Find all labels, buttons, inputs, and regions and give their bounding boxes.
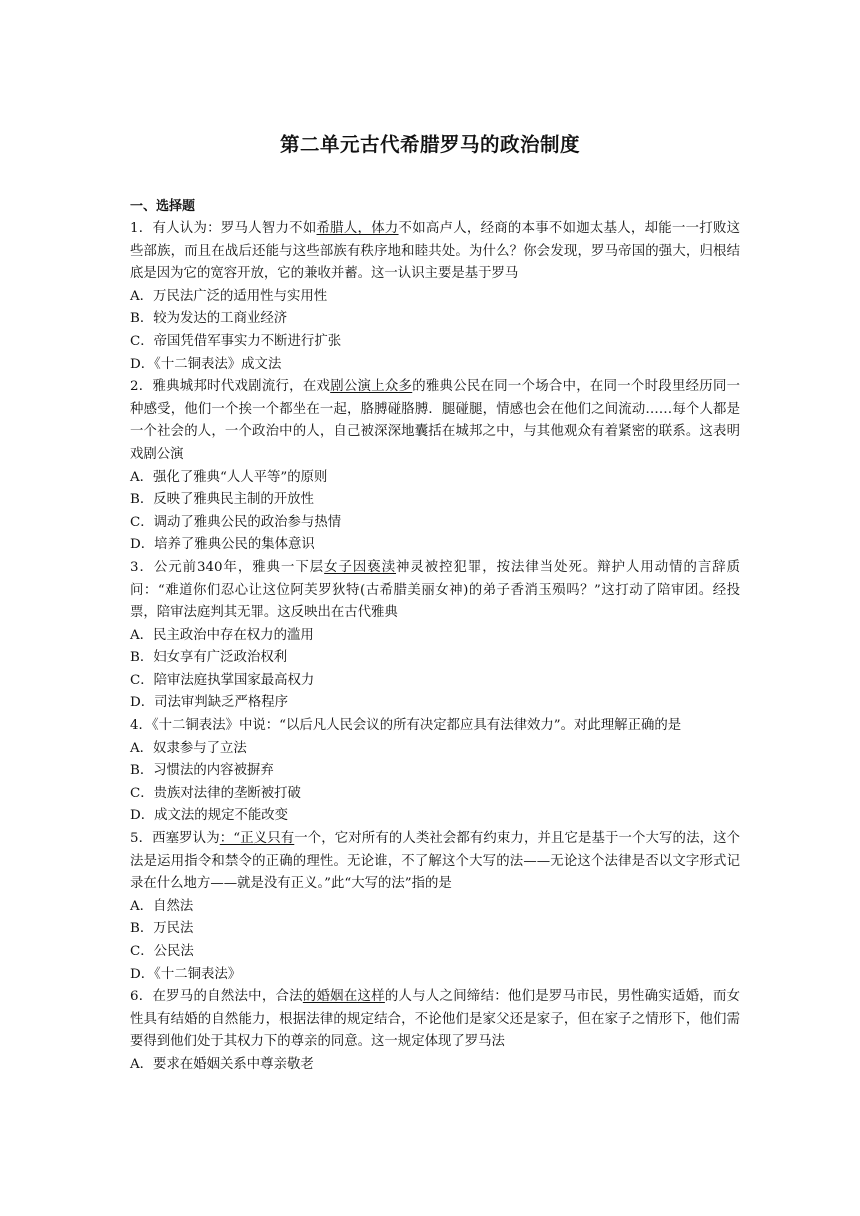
answer-option: B．万民法 [130,921,194,937]
stem-text: 神灵被控犯罪，按法律当处死。辩护人用动情的言辞质问：“难道你们忍心让这位阿芙罗狄特(古希腊美丽女神)的弟子香消玉殒吗？”这打动了陪审团。经投票，陪审法庭判其无罪。这反映出在古代雅典 [130,559,741,621]
answer-option: B．习惯法的内容被摒弃 [130,763,274,779]
question-stem [130,828,740,896]
document-title: 第二单元古代希腊罗马的政治制度 [279,133,580,157]
answer-option: C．陪审法庭执掌国家最高权力 [130,672,315,688]
answer-option: C．调动了雅典公民的政治参与热情 [130,514,342,530]
answer-option: A．强化了雅典“人人平等”的原则 [130,469,328,485]
question-1 [130,218,740,376]
stem-text: 的人与人之间缔结：他们是罗马市民，男性确实适婚，而女性具有结婚的自然能力，根据法律的规定结合，不论他们是家父还是家子，但在家子之情形下，他们需要得到他们处于其权力下的尊亲的同意。这一规定体现了罗马法 [130,989,741,1050]
answer-option: D．《十二铜表法》 [130,966,242,982]
answer-option: B．反映了雅典民主制的开放性 [130,492,314,508]
question-5 [130,828,740,986]
question-6 [130,986,740,1076]
stem-text: 5．西塞罗认为 [130,831,220,847]
answer-option: D．《十二铜表法》成文法 [130,356,282,372]
answer-option: B．妇女享有广泛政治权利 [130,650,288,666]
answer-option: C．贵族对法律的垄断被打破 [130,785,301,801]
question-stem [130,557,740,625]
question-2 [130,376,740,557]
underlined-text: 女子因亵渎 [324,559,397,575]
answer-option: D．成文法的规定不能改变 [130,808,289,824]
answer-option: D．培养了雅典公民的集体意识 [130,537,315,553]
stem-text: 1．有人认为：罗马人智力不如 [130,221,317,236]
underlined-text: 希腊人，体力 [316,221,399,236]
answer-option: B．较为发达的工商业经济 [130,311,288,327]
underlined-text: 剧公演上众多 [330,379,413,395]
document-body [130,196,740,1077]
stem-text: 一个，它对所有的人类社会都有约束力，并且它是基于一个大写的法，这个法是运用指令和禁令的正确的理性。无论谁，不了解这个大写的法——无论这个法律是否以文字形式记录在什么地方——就是没有正义。”此“大写的法”指的是 [130,831,740,892]
question-4 [130,715,740,828]
answer-option: A．万民法广泛的适用性与实用性 [130,288,328,304]
answer-option: C．公民法 [130,944,194,959]
underlined-text: 的婚姻在这样 [302,989,385,1005]
stem-text: 不如高卢人，经商的本事不如迦太基人，却能一一打败这些部族，而且在战后还能与这些部族有秩序地和睦共处。为什么？你会发现，罗马帝国的强大，归根结底是因为它的宽容开放，它的兼收并蓄。这一认识主要是基于罗马 [130,221,741,282]
answer-option: A．自然法 [130,898,194,914]
section-heading: 一、选择题 [130,199,196,214]
stem-text: 3．公元前340年，雅典一下层 [130,559,325,575]
question-stem [130,218,740,286]
underlined-text: ：“正义只有 [219,831,295,847]
question-3 [130,557,740,715]
answer-option: C．帝国凭借军事实力不断进行扩张 [130,333,342,349]
question-stem [130,376,740,466]
answer-option: A．奴隶参与了立法 [130,740,247,756]
question-stem [130,986,740,1054]
question-list [130,218,740,1077]
answer-option: A．要求在婚姻关系中尊亲敬老 [130,1056,314,1072]
stem-text: 的雅典公民在同一个场合中，在同一个时段里经历同一种感受，他们一个挨一个都坐在一起，胳膊碰胳膊．腿碰腿，情感也会在他们之间流动……每个人都是一个社会的人，一个政治中的人，自己被深深地囊括在城邦之中，与其他观众有着紧密的联系。这表明戏剧公演 [130,379,741,462]
question-stem [130,715,740,738]
stem-text: 2．雅典城邦时代戏剧流行，在戏 [130,379,331,395]
stem-text: 6．在罗马的自然法中，合法 [130,989,303,1005]
answer-option: D．司法审判缺乏严格程序 [130,695,289,711]
stem-text: 4．《十二铜表法》中说：“以后凡人民会议的所有决定都应具有法律效力”。对此理解正确的是 [130,718,682,734]
answer-option: A．民主政治中存在权力的滥用 [130,627,314,643]
